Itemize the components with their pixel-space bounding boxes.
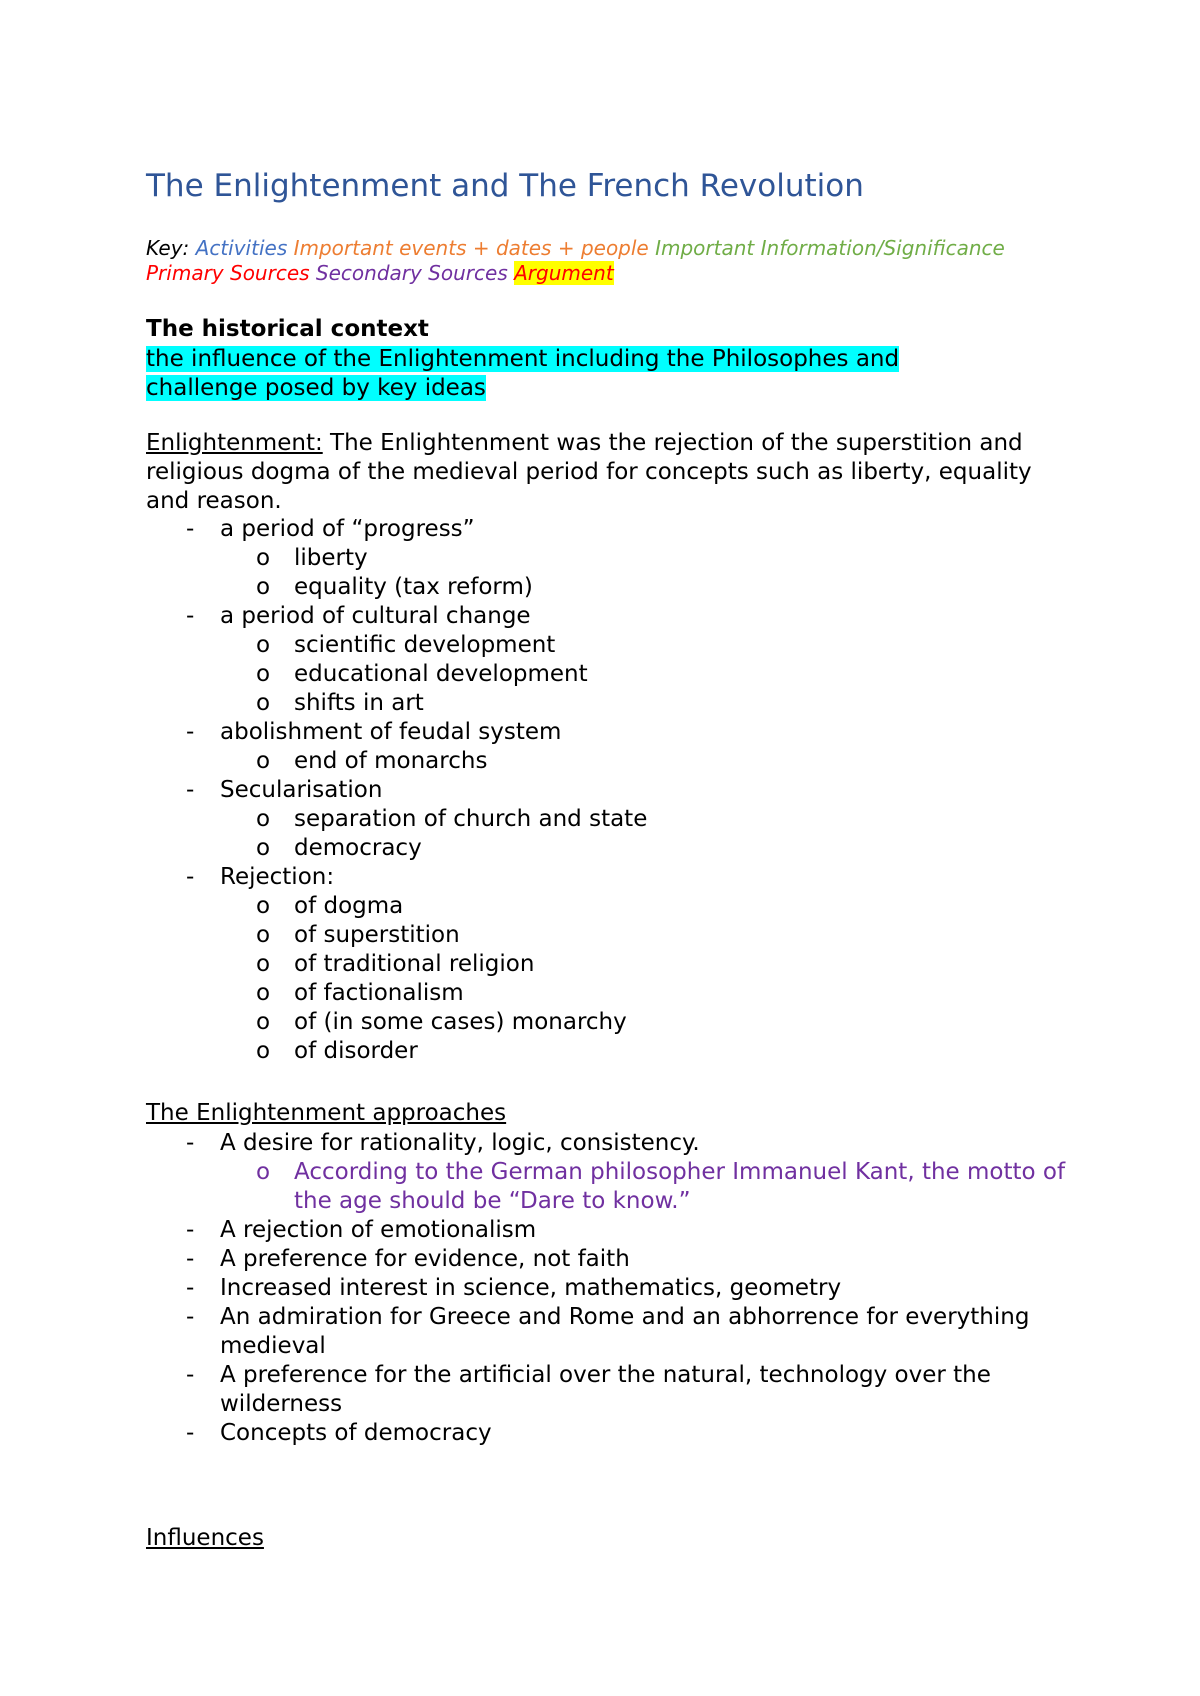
dash-bullet: - bbox=[186, 1420, 195, 1446]
circle-bullet: o bbox=[256, 806, 271, 832]
historical-context-heading: The historical context bbox=[146, 316, 429, 342]
list-item-text: Rejection: bbox=[220, 864, 335, 890]
document-title: The Enlightenment and The French Revolution bbox=[146, 168, 864, 204]
list-item-text: According to the German philosopher Immanuel Kant, the motto of the age should be “Dare to know.” bbox=[294, 1159, 1066, 1214]
list-item-text: separation of church and state bbox=[294, 806, 648, 832]
list-item bbox=[146, 544, 1066, 573]
circle-bullet: o bbox=[256, 1038, 271, 1064]
list-item bbox=[146, 689, 1066, 718]
dash-bullet: - bbox=[186, 719, 195, 745]
key-primary-sources: Primary Sources bbox=[146, 261, 310, 285]
list-item bbox=[146, 863, 1066, 892]
list-item-text: scientific development bbox=[294, 632, 556, 658]
dash-bullet: - bbox=[186, 1362, 195, 1388]
list-item bbox=[146, 805, 1066, 834]
list-item bbox=[146, 776, 1066, 805]
approaches-list bbox=[146, 1129, 1066, 1448]
dash-bullet: - bbox=[186, 516, 195, 542]
list-item bbox=[146, 1361, 1066, 1419]
dash-bullet: - bbox=[186, 1304, 195, 1330]
circle-bullet: o bbox=[256, 632, 271, 658]
list-item bbox=[146, 834, 1066, 863]
list-item-text: of traditional religion bbox=[294, 951, 535, 977]
list-item-text: of factionalism bbox=[294, 980, 464, 1006]
list-item bbox=[146, 602, 1066, 631]
circle-bullet: o bbox=[256, 690, 271, 716]
enlightenment-term: Enlightenment: bbox=[146, 430, 323, 456]
list-item bbox=[146, 1008, 1066, 1037]
list-item bbox=[146, 1158, 1066, 1216]
list-item-text: of (in some cases) monarchy bbox=[294, 1009, 627, 1035]
color-key bbox=[146, 236, 1026, 286]
list-item-text: of superstition bbox=[294, 922, 460, 948]
list-item-text: A rejection of emotionalism bbox=[220, 1217, 537, 1243]
enlightenment-definition-text: The Enlightenment was the rejection of the superstition and religious dogma of the medieval period for concepts such as liberty, equality and reason. bbox=[146, 430, 1032, 514]
list-item bbox=[146, 950, 1066, 979]
list-item-text: shifts in art bbox=[294, 690, 424, 716]
list-item-text: of disorder bbox=[294, 1038, 418, 1064]
list-item-text: Secularisation bbox=[220, 777, 383, 803]
list-item-text: An admiration for Greece and Rome and an abhorrence for everything medieval bbox=[220, 1304, 1030, 1359]
list-item-text: end of monarchs bbox=[294, 748, 488, 774]
dash-bullet: - bbox=[186, 777, 195, 803]
circle-bullet: o bbox=[256, 661, 271, 687]
list-item bbox=[146, 1245, 1066, 1274]
list-item bbox=[146, 979, 1066, 1008]
list-item-text: a period of “progress” bbox=[220, 516, 475, 542]
circle-bullet: o bbox=[256, 1009, 271, 1035]
circle-bullet: o bbox=[256, 835, 271, 861]
dash-bullet: - bbox=[186, 1275, 195, 1301]
list-item-text: equality (tax reform) bbox=[294, 574, 533, 600]
enlightenment-definition bbox=[146, 429, 1046, 516]
list-item-text: Increased interest in science, mathematics, geometry bbox=[220, 1275, 842, 1301]
key-label: Key: bbox=[146, 236, 196, 260]
dash-bullet: - bbox=[186, 1246, 195, 1272]
list-item-text: A desire for rationality, logic, consistency. bbox=[220, 1130, 700, 1156]
list-item-text: A preference for evidence, not faith bbox=[220, 1246, 630, 1272]
circle-bullet: o bbox=[256, 545, 271, 571]
list-item-text: Concepts of democracy bbox=[220, 1420, 492, 1446]
enlightenment-list bbox=[146, 515, 1066, 1066]
list-item bbox=[146, 660, 1066, 689]
circle-bullet: o bbox=[256, 980, 271, 1006]
influences-heading: Influences bbox=[146, 1525, 264, 1551]
approaches-heading: The Enlightenment approaches bbox=[146, 1100, 507, 1126]
circle-bullet: o bbox=[256, 574, 271, 600]
list-item bbox=[146, 1274, 1066, 1303]
circle-bullet: o bbox=[256, 893, 271, 919]
list-item-text: liberty bbox=[294, 545, 368, 571]
dash-bullet: - bbox=[186, 603, 195, 629]
key-activities: Activities bbox=[195, 236, 288, 260]
list-item bbox=[146, 631, 1066, 660]
list-item bbox=[146, 892, 1066, 921]
list-item bbox=[146, 515, 1066, 544]
dash-bullet: - bbox=[186, 1130, 195, 1156]
context-highlight bbox=[146, 345, 946, 403]
list-item bbox=[146, 718, 1066, 747]
dash-bullet: - bbox=[186, 1217, 195, 1243]
circle-bullet: o bbox=[256, 922, 271, 948]
list-item bbox=[146, 747, 1066, 776]
list-item bbox=[146, 1419, 1066, 1448]
context-highlight-text: the influence of the Enlightenment including the Philosophes and challenge posed by key ideas bbox=[146, 346, 900, 401]
circle-bullet: o bbox=[256, 748, 271, 774]
list-item-text: of dogma bbox=[294, 893, 404, 919]
list-item bbox=[146, 1037, 1066, 1066]
key-information: Important Information/Significance bbox=[655, 236, 1005, 260]
dash-bullet: - bbox=[186, 864, 195, 890]
key-secondary-sources: Secondary Sources bbox=[315, 261, 508, 285]
list-item bbox=[146, 921, 1066, 950]
circle-bullet: o bbox=[256, 951, 271, 977]
key-argument: Argument bbox=[514, 261, 614, 285]
list-item bbox=[146, 1216, 1066, 1245]
list-item-text: A preference for the artificial over the natural, technology over the wilderness bbox=[220, 1362, 991, 1417]
key-events: Important events + dates + people bbox=[293, 236, 649, 260]
list-item bbox=[146, 1303, 1066, 1361]
circle-bullet: o bbox=[256, 1159, 271, 1185]
list-item-text: educational development bbox=[294, 661, 588, 687]
list-item bbox=[146, 573, 1066, 602]
list-item-text: abolishment of feudal system bbox=[220, 719, 562, 745]
list-item-text: a period of cultural change bbox=[220, 603, 531, 629]
list-item-text: democracy bbox=[294, 835, 422, 861]
list-item bbox=[146, 1129, 1066, 1158]
